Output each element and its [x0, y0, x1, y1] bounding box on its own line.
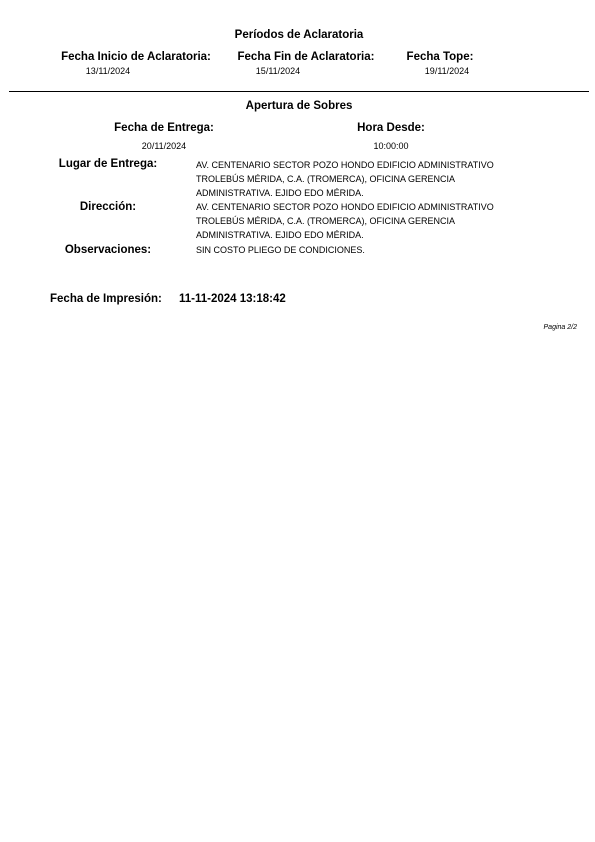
fecha-entrega-value: 20/11/2024	[141, 141, 187, 151]
direccion-text	[196, 200, 556, 242]
fecha-entrega-label: Fecha de Entrega:	[114, 122, 214, 134]
direccion-label: Dirección:	[79, 201, 137, 213]
aclaratoria-title: Períodos de Aclaratoria	[234, 29, 364, 41]
fecha-inicio-value: 13/11/2024	[85, 66, 131, 76]
fecha-fin-label: Fecha Fin de Aclaratoria:	[237, 51, 375, 63]
direccion-line: TROLEBÚS MÉRIDA, C.A. (TROMERCA), OFICINA GERENCIA	[196, 216, 456, 226]
lugar-entrega-line: TROLEBÚS MÉRIDA, C.A. (TROMERCA), OFICINA GERENCIA	[196, 174, 456, 184]
section-divider	[9, 91, 589, 92]
fecha-tope-label: Fecha Tope:	[406, 51, 474, 63]
hora-desde-label: Hora Desde:	[357, 122, 425, 134]
lugar-entrega-text	[196, 158, 556, 200]
fecha-tope-value: 19/11/2024	[424, 66, 470, 76]
lugar-entrega-line: ADMINISTRATIVA. EJIDO EDO MÉRIDA.	[196, 188, 364, 198]
impresion-value: 11-11-2024 13:18:42	[179, 293, 286, 305]
direccion-line: ADMINISTRATIVA. EJIDO EDO MÉRIDA.	[196, 230, 364, 240]
impresion-label: Fecha de Impresión:	[50, 293, 162, 305]
fecha-fin-value: 15/11/2024	[255, 66, 301, 76]
direccion-line: AV. CENTENARIO SECTOR POZO HONDO EDIFICIO ADMINISTRATIVO	[196, 202, 494, 212]
apertura-title: Apertura de Sobres	[245, 100, 353, 112]
observaciones-label: Observaciones:	[64, 244, 152, 256]
observaciones-value: SIN COSTO PLIEGO DE CONDICIONES.	[196, 245, 365, 255]
lugar-entrega-label: Lugar de Entrega:	[58, 158, 158, 170]
fecha-inicio-label: Fecha Inicio de Aclaratoria:	[61, 51, 211, 63]
page-number: Pagina 2/2	[543, 324, 577, 331]
hora-desde-value: 10:00:00	[373, 141, 409, 151]
lugar-entrega-line: AV. CENTENARIO SECTOR POZO HONDO EDIFICIO ADMINISTRATIVO	[196, 160, 494, 170]
